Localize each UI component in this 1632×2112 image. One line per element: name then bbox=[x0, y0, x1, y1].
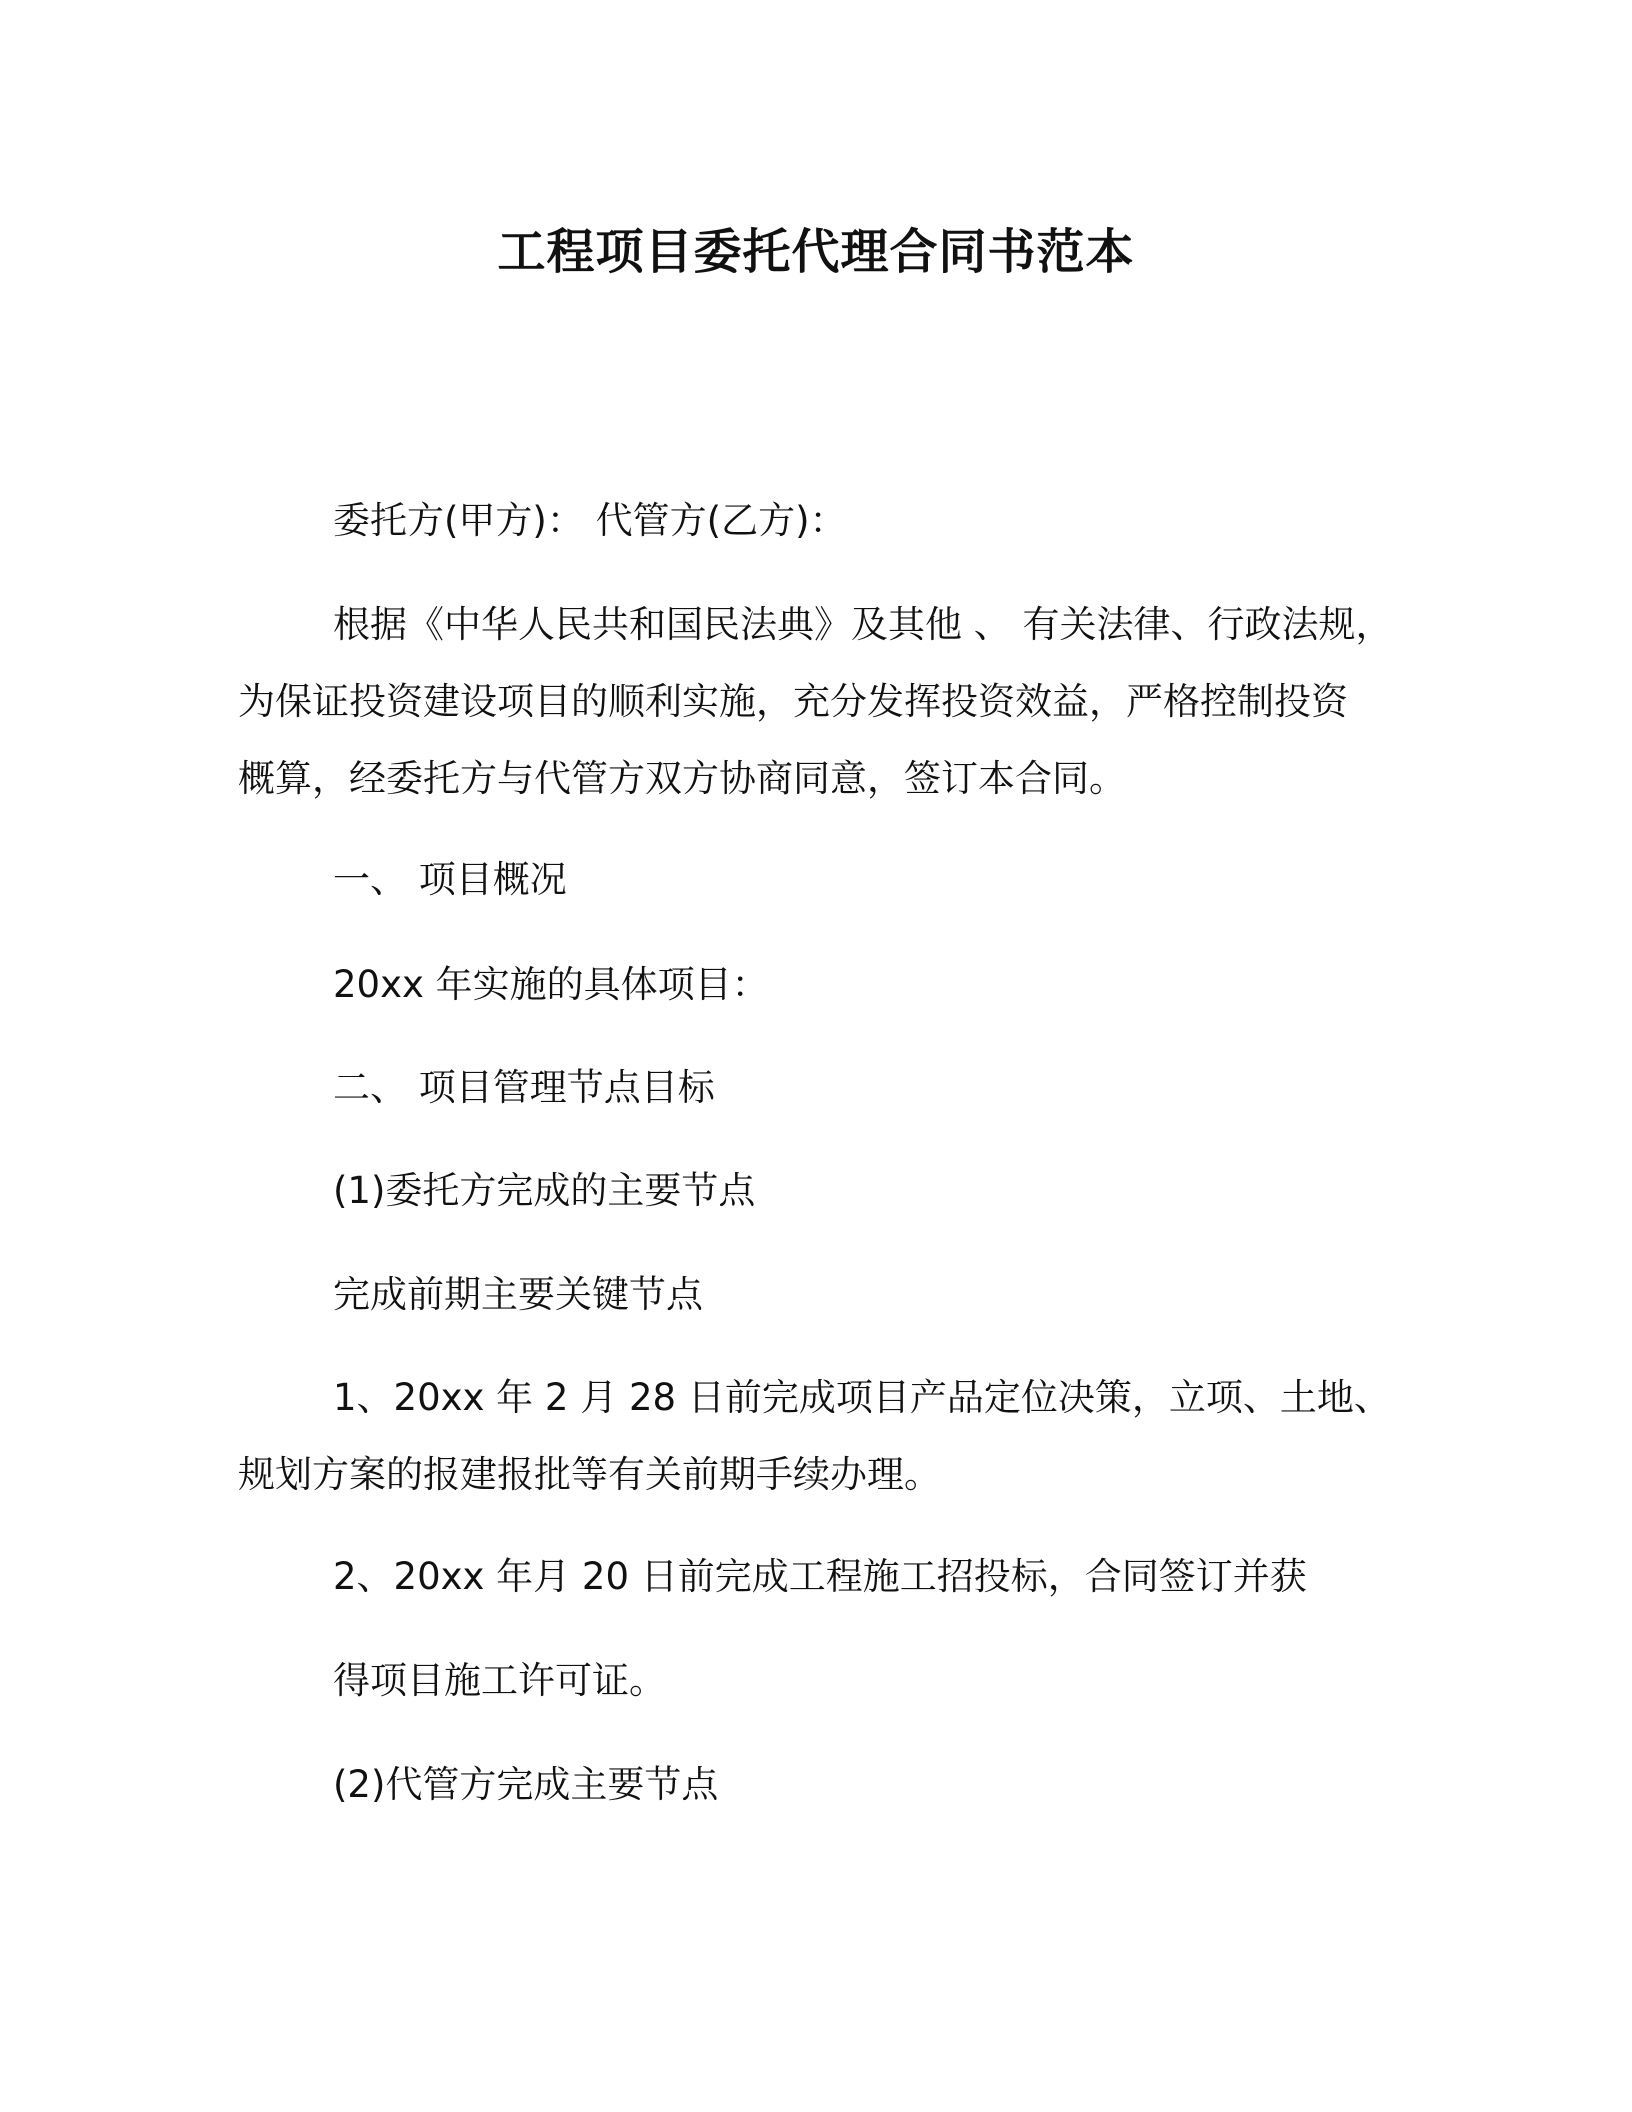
project-year-line: 20xx 年实施的具体项目： bbox=[333, 963, 769, 1006]
subsection-1: (1)委托方完成的主要节点 bbox=[333, 1169, 756, 1212]
milestone-1-line-2: 规划方案的报建报批等有关前期手续办理。 bbox=[238, 1453, 941, 1496]
preamble-line-2: 为保证投资建设项目的顺利实施，充分发挥投资效益，严格控制投资 bbox=[238, 680, 1348, 723]
preamble-line-1: 根据《中华人民共和国民法典》及其他 、 有关法律、行政法规， bbox=[333, 603, 1393, 646]
document-title: 工程项目委托代理合同书范本 bbox=[497, 224, 1135, 280]
milestone-2-line-1: 2、20xx 年月 20 日前完成工程施工招投标，合同签订并获 bbox=[333, 1555, 1307, 1598]
milestones-heading: 完成前期主要关键节点 bbox=[333, 1273, 703, 1316]
section-heading-1: 一、 项目概况 bbox=[333, 858, 567, 901]
parties-line: 委托方(甲方)： 代管方(乙方)： bbox=[333, 499, 847, 542]
milestone-1-line-1: 1、20xx 年 2 月 28 日前完成项目产品定位决策，立项、土地、 bbox=[333, 1376, 1391, 1419]
section-heading-2: 二、 项目管理节点目标 bbox=[333, 1066, 715, 1109]
subsection-2: (2)代管方完成主要节点 bbox=[333, 1763, 719, 1806]
preamble-line-3: 概算，经委托方与代管方双方协商同意，签订本合同。 bbox=[238, 757, 1126, 800]
milestone-2-line-2: 得项目施工许可证。 bbox=[333, 1659, 666, 1702]
